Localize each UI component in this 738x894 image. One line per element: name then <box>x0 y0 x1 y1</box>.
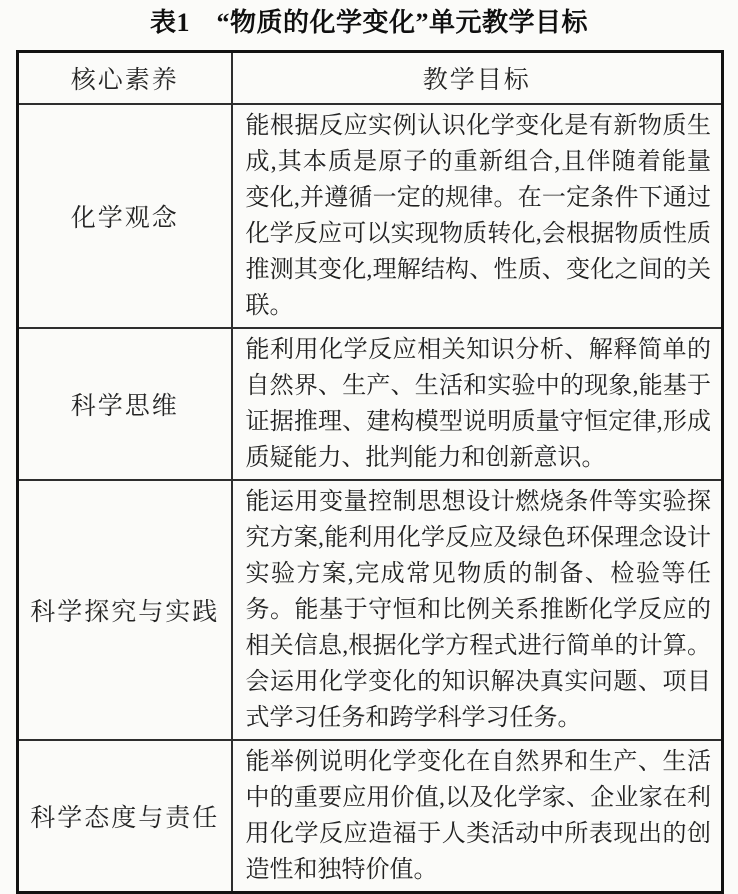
teaching-objectives-table <box>16 50 724 894</box>
competency-cell-scientific-thinking: 科学思维 <box>18 328 232 480</box>
table-header-row <box>18 52 723 104</box>
competency-cell-scientific-inquiry-practice: 科学探究与实践 <box>18 480 232 740</box>
objective-cell-chemical-concepts: 能根据反应实例认识化学变化是有新物质生成,其本质是原子的重新组合,且伴随着能量变化,并遵循一定的规律。在一定条件下通过化学反应可以实现物质转化,会根据物质性质推测其变化,理解结构、性质、变化之间的关联。 <box>232 104 723 328</box>
column-header-core-competency: 核心素养 <box>18 52 232 104</box>
table-row <box>18 328 723 480</box>
objective-cell-scientific-inquiry-practice: 能运用变量控制思想设计燃烧条件等实验探究方案,能利用化学反应及绿色环保理念设计实验方案,完成常见物质的制备、检验等任务。能基于守恒和比例关系推断化学反应的相关信息,根据化学方程式进行简单的计算。会运用化学变化的知识解决真实问题、项目式学习任务和跨学科学习任务。 <box>232 480 723 740</box>
competency-cell-scientific-attitude-responsibility: 科学态度与责任 <box>18 740 232 893</box>
objective-cell-scientific-thinking: 能利用化学反应相关知识分析、解释简单的自然界、生产、生活和实验中的现象,能基于证据推理、建构模型说明质量守恒定律,形成质疑能力、批判能力和创新意识。 <box>232 328 723 480</box>
table-row <box>18 740 723 893</box>
table-row <box>18 480 723 740</box>
competency-cell-chemical-concepts: 化学观念 <box>18 104 232 328</box>
table-row <box>18 104 723 328</box>
column-header-teaching-objective: 教学目标 <box>232 52 723 104</box>
objective-cell-scientific-attitude-responsibility: 能举例说明化学变化在自然界和生产、生活中的重要应用价值,以及化学家、企业家在利用化学反应造福于人类活动中所表现出的创造性和独特价值。 <box>232 740 723 893</box>
table-caption: 表1 “物质的化学变化”单元教学目标 <box>149 8 588 37</box>
